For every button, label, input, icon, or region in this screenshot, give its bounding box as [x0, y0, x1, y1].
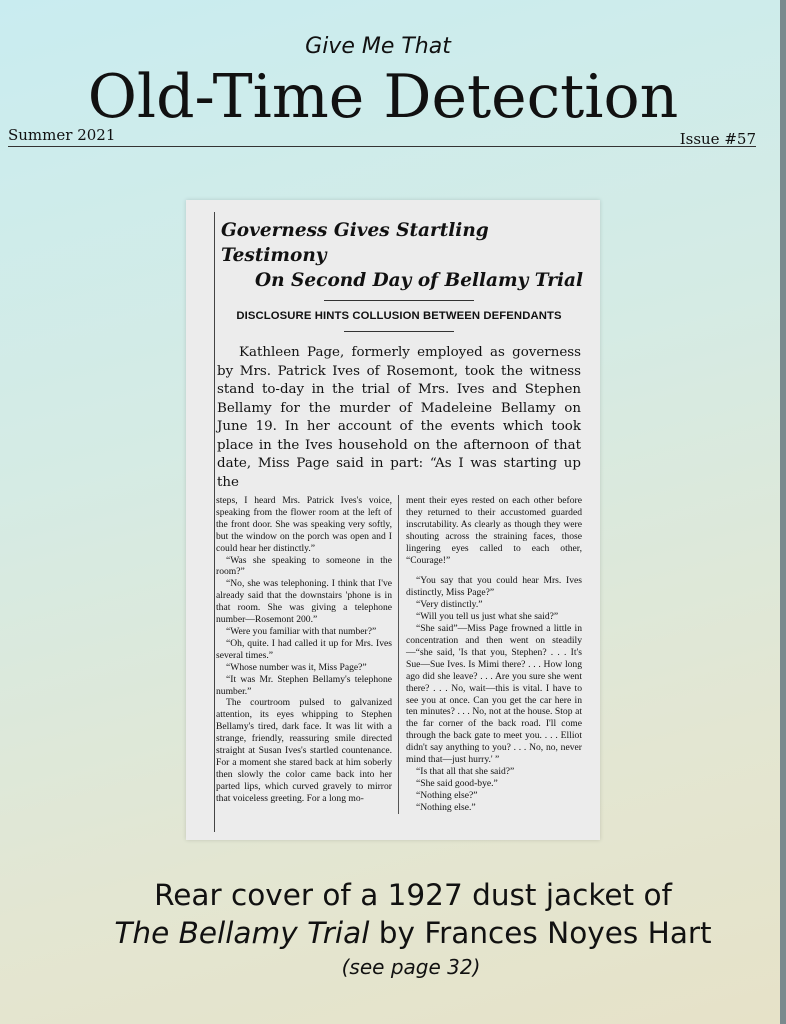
clipping-content — [214, 212, 583, 832]
paragraph: “Very distinctly.” — [416, 599, 483, 611]
paragraph: “Was she speaking to someone in the room?” — [216, 554, 392, 578]
page-reference: (see page 32) — [341, 955, 481, 979]
lede-text: Kathleen Page, formerly employed as governess by Mrs. Patrick Ives of Rosemont, took the witness stand to-day in the trial of Mrs. Ives and Stephen Bellamy for the murder of Madeleine Bellamy on June 19. In her account of the events which took place in the Ives household on the afternoon of that date, Miss Page said in part: “As I was starting up the — [217, 345, 581, 490]
caption-line-2 — [0, 916, 786, 950]
issue-line — [8, 126, 756, 147]
paragraph: “Were you familiar with that number?” — [226, 625, 377, 637]
paragraph: steps, I heard Mrs. Patrick Ives's voice, speaking from the flower room at the left of the front door. She was speaking very softly, but the window on the porch was open and I could hear her distinctly.” — [216, 495, 392, 554]
paragraph: “You say that you could hear Mrs. Ives distinctly, Miss Page?” — [406, 575, 582, 599]
paragraph: “Is that all that she said?” — [416, 765, 515, 777]
paragraph: The courtroom pulsed to galvanized attention, its eyes whipping to Stephen Bellamy's tired, dark face. It was lit with a strange, friendly, reassuring smile directed straight at Susan Ives's startled countenance. For a moment she stared back at him soberly then slowly the color came back into her parted lips, which curved gravely to mirror that voiceless greeting. For a long mo- — [216, 697, 392, 804]
paragraph: “Nothing else.” — [416, 801, 476, 813]
page-edge — [780, 0, 786, 1024]
paragraph: “No, she was telephoning. I think that I've already said that the downstairs 'phone is in that room. She was giving a telephone number—Rosemont 200.” — [216, 578, 392, 626]
deck-rule — [344, 331, 454, 332]
caption-line-1: Rear cover of a 1927 dust jacket of — [154, 878, 672, 912]
masthead-title: Old-Time Detection — [87, 62, 679, 132]
book-title: The Bellamy Trial — [114, 916, 370, 950]
paragraph: “Nothing else?” — [416, 789, 478, 801]
headline-line-2: On Second Day of Bellamy Trial — [255, 270, 583, 291]
paragraph: “Whose number was it, Miss Page?” — [226, 661, 367, 673]
paragraph: ment their eyes rested on each other before they returned to their accustomed guarded inscrutability. As clearly as though they were shouting across the straining faces, those lingering eyes called to each other, “Courage!” — [406, 495, 582, 566]
column-right — [399, 495, 582, 814]
paragraph: “It was Mr. Stephen Bellamy's telephone number.” — [216, 673, 392, 697]
kicker: Give Me That — [305, 34, 451, 59]
paragraph: “Oh, quite. I had called it up for Mrs. Ives several times.” — [216, 637, 392, 661]
newspaper-clipping — [186, 200, 600, 840]
issue-number: Issue #57 — [679, 130, 756, 148]
paragraph: “Will you tell us just what she said?” — [416, 611, 559, 623]
column-left — [215, 495, 399, 814]
headline-line-1: Governess Gives Startling Testimony — [221, 220, 489, 266]
article-columns — [215, 495, 583, 814]
paragraph: “She said good-bye.” — [416, 777, 498, 789]
byline: by Frances Noyes Hart — [369, 916, 712, 950]
issue-date: Summer 2021 — [8, 126, 116, 144]
deck-headline: DISCLOSURE HINTS COLLUSION BETWEEN DEFENDANTS — [236, 310, 562, 322]
headline-rule — [324, 300, 474, 301]
lede-paragraph — [217, 344, 583, 492]
paragraph: “She said”—Miss Page frowned a little in concentration and then went on steadily—“she said, 'Is that you, Stephen? . . . It's Sue—Sue Ives. Is Mimi there? . . . How long ago did she leave? . . . Are you sure she went there? . . . No, wait—this is vital. I have to see you at once. Can you get the car here in ten minutes? . . . No, not at the house. Stop at the far corner of the back road. I'll come through the back gate to meet you. . . . Elliot didn't say anything to you? . . . No, no, never mind that—just hurry.' ” — [406, 623, 582, 766]
